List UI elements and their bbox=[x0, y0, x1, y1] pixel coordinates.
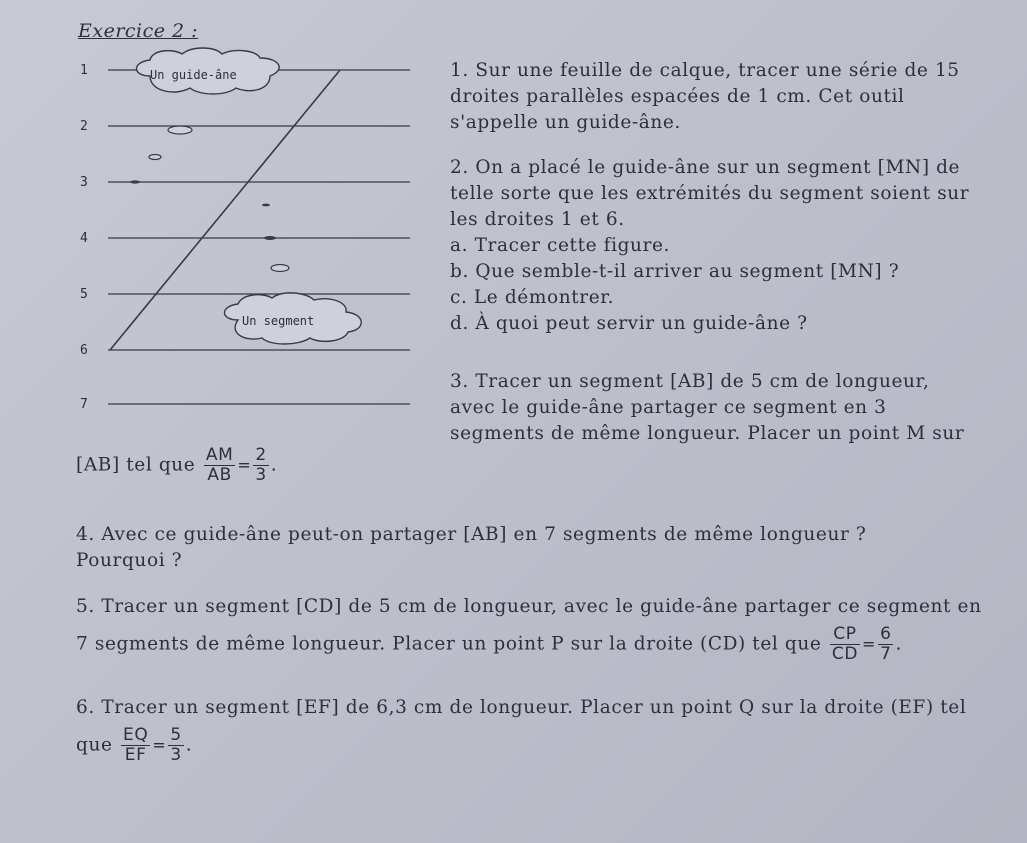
question-2 bbox=[450, 155, 969, 337]
question-2-line: 2. On a placé le guide-âne sur un segment [MN] de bbox=[450, 157, 961, 178]
question-3-ratio-prefix: [AB] tel que bbox=[76, 454, 196, 476]
fraction-cp-cd: $\frac{CP}{CD}$ bbox=[831, 624, 859, 664]
question-3-line: 3. Tracer un segment [AB] de 5 cm de longueur, bbox=[450, 371, 930, 392]
question-4 bbox=[76, 522, 866, 574]
fraction-eq-ef: $\frac{EQ}{EF}$ bbox=[123, 725, 149, 765]
line-label-6: 6 bbox=[80, 343, 88, 358]
question-1-line: droites parallèles espacées de 1 cm. Cet outil bbox=[450, 86, 905, 107]
line-label-5: 5 bbox=[80, 287, 88, 302]
question-5-ratio-prefix: 7 segments de même longueur. Placer un point P sur la droite (CD) tel que bbox=[76, 633, 822, 655]
line-label-2: 2 bbox=[80, 119, 88, 134]
question-6 bbox=[76, 695, 966, 721]
line-label-3: 3 bbox=[80, 175, 88, 190]
question-3-ratio: [AB] tel que $\frac{AM}{AB}$ = $\frac{2}{3}$ . bbox=[76, 445, 278, 485]
question-6-ratio: que $\frac{EQ}{EF}$ = $\frac{5}{3}$ . bbox=[76, 725, 193, 765]
fraction-5-3: $\frac{5}{3}$ bbox=[170, 725, 182, 765]
question-3 bbox=[450, 369, 964, 447]
question-6-line: 6. Tracer un segment [EF] de 6,3 cm de longueur. Placer un point Q sur la droite (EF) tel bbox=[76, 697, 967, 718]
cloud-guide-ane bbox=[137, 48, 280, 160]
cloud-segment-text: Un segment bbox=[242, 314, 315, 328]
question-5-line: 5. Tracer un segment [CD] de 5 cm de longueur, avec le guide-âne partager ce segment en bbox=[76, 596, 982, 617]
question-4-line: Pourquoi ? bbox=[76, 550, 183, 571]
question-2-line: les droites 1 et 6. bbox=[450, 209, 625, 230]
question-3-line: segments de même longueur. Placer un point M sur bbox=[450, 423, 965, 444]
fraction-6-7: $\frac{6}{7}$ bbox=[880, 624, 892, 664]
line-label-7: 7 bbox=[80, 397, 88, 412]
question-2b: b. Que semble-t-il arriver au segment [MN] ? bbox=[450, 261, 900, 282]
fraction-am-ab: $\frac{AM}{AB}$ bbox=[205, 445, 234, 485]
fraction-2-3: $\frac{2}{3}$ bbox=[255, 445, 267, 485]
question-5 bbox=[76, 594, 982, 620]
question-2-line: telle sorte que les extrémités du segment soient sur bbox=[450, 183, 970, 204]
question-4-line: 4. Avec ce guide-âne peut-on partager [AB] en 7 segments de même longueur ? bbox=[76, 524, 867, 545]
question-1 bbox=[450, 58, 960, 136]
question-2d: d. À quoi peut servir un guide-âne ? bbox=[450, 313, 808, 334]
guide-ane-diagram bbox=[0, 0, 440, 420]
cloud-segment bbox=[225, 265, 362, 345]
question-2c: c. Le démontrer. bbox=[450, 287, 615, 308]
exercise-title: Exercice 2 : bbox=[78, 20, 199, 42]
line-label-4: 4 bbox=[80, 231, 88, 246]
question-1-line: s'appelle un guide-âne. bbox=[450, 112, 681, 133]
question-1-line: 1. Sur une feuille de calque, tracer une série de 15 bbox=[450, 60, 960, 81]
question-2a: a. Tracer cette figure. bbox=[450, 235, 671, 256]
question-5-ratio: 7 segments de même longueur. Placer un point P sur la droite (CD) tel que $\frac{CP}{CD}$ = $\frac{6}{7}$ . bbox=[76, 624, 902, 664]
question-3-line: avec le guide-âne partager ce segment en 3 bbox=[450, 397, 887, 418]
cloud-guide-ane-text: Un guide-âne bbox=[150, 68, 237, 82]
line-label-1: 1 bbox=[80, 63, 88, 78]
question-6-ratio-prefix: que bbox=[76, 734, 113, 756]
